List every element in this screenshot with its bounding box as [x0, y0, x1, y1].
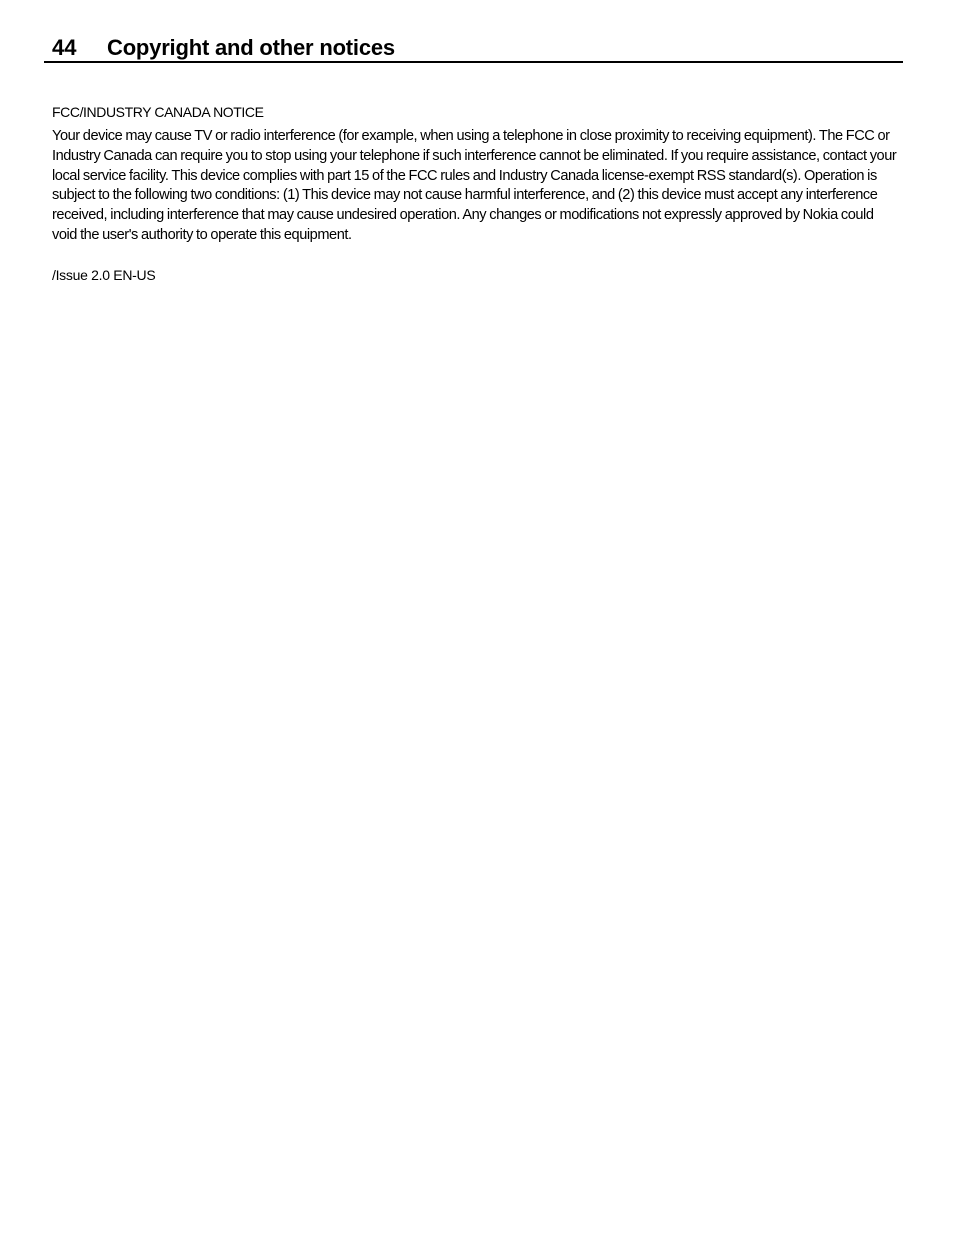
- page-header: [44, 34, 903, 63]
- section-body: Your device may cause TV or radio interference (for example, when using a telephone in close proximity to receiving equipment). The FCC or Industry Canada can require you to stop using your telephone if such interference cannot be eliminated. If you require assistance, contact your local service facility. This device complies with part 15 of the FCC rules and Industry Canada license-exempt RSS standard(s). Operation is subject to the following two conditions: (1) This device may not cause harmful interference, and (2) this device must accept any interference received, including interference that may cause undesired operation. Any changes or modifications not expressly approved by Nokia could void the user's authority to operate this equipment.: [52, 128, 897, 243]
- issue-label: /Issue 2.0 EN-US: [52, 266, 156, 283]
- section-heading: FCC/INDUSTRY CANADA NOTICE: [52, 104, 264, 120]
- page-number: 44: [52, 35, 77, 60]
- page-title: Copyright and other notices: [107, 35, 395, 60]
- document-content: [52, 101, 900, 286]
